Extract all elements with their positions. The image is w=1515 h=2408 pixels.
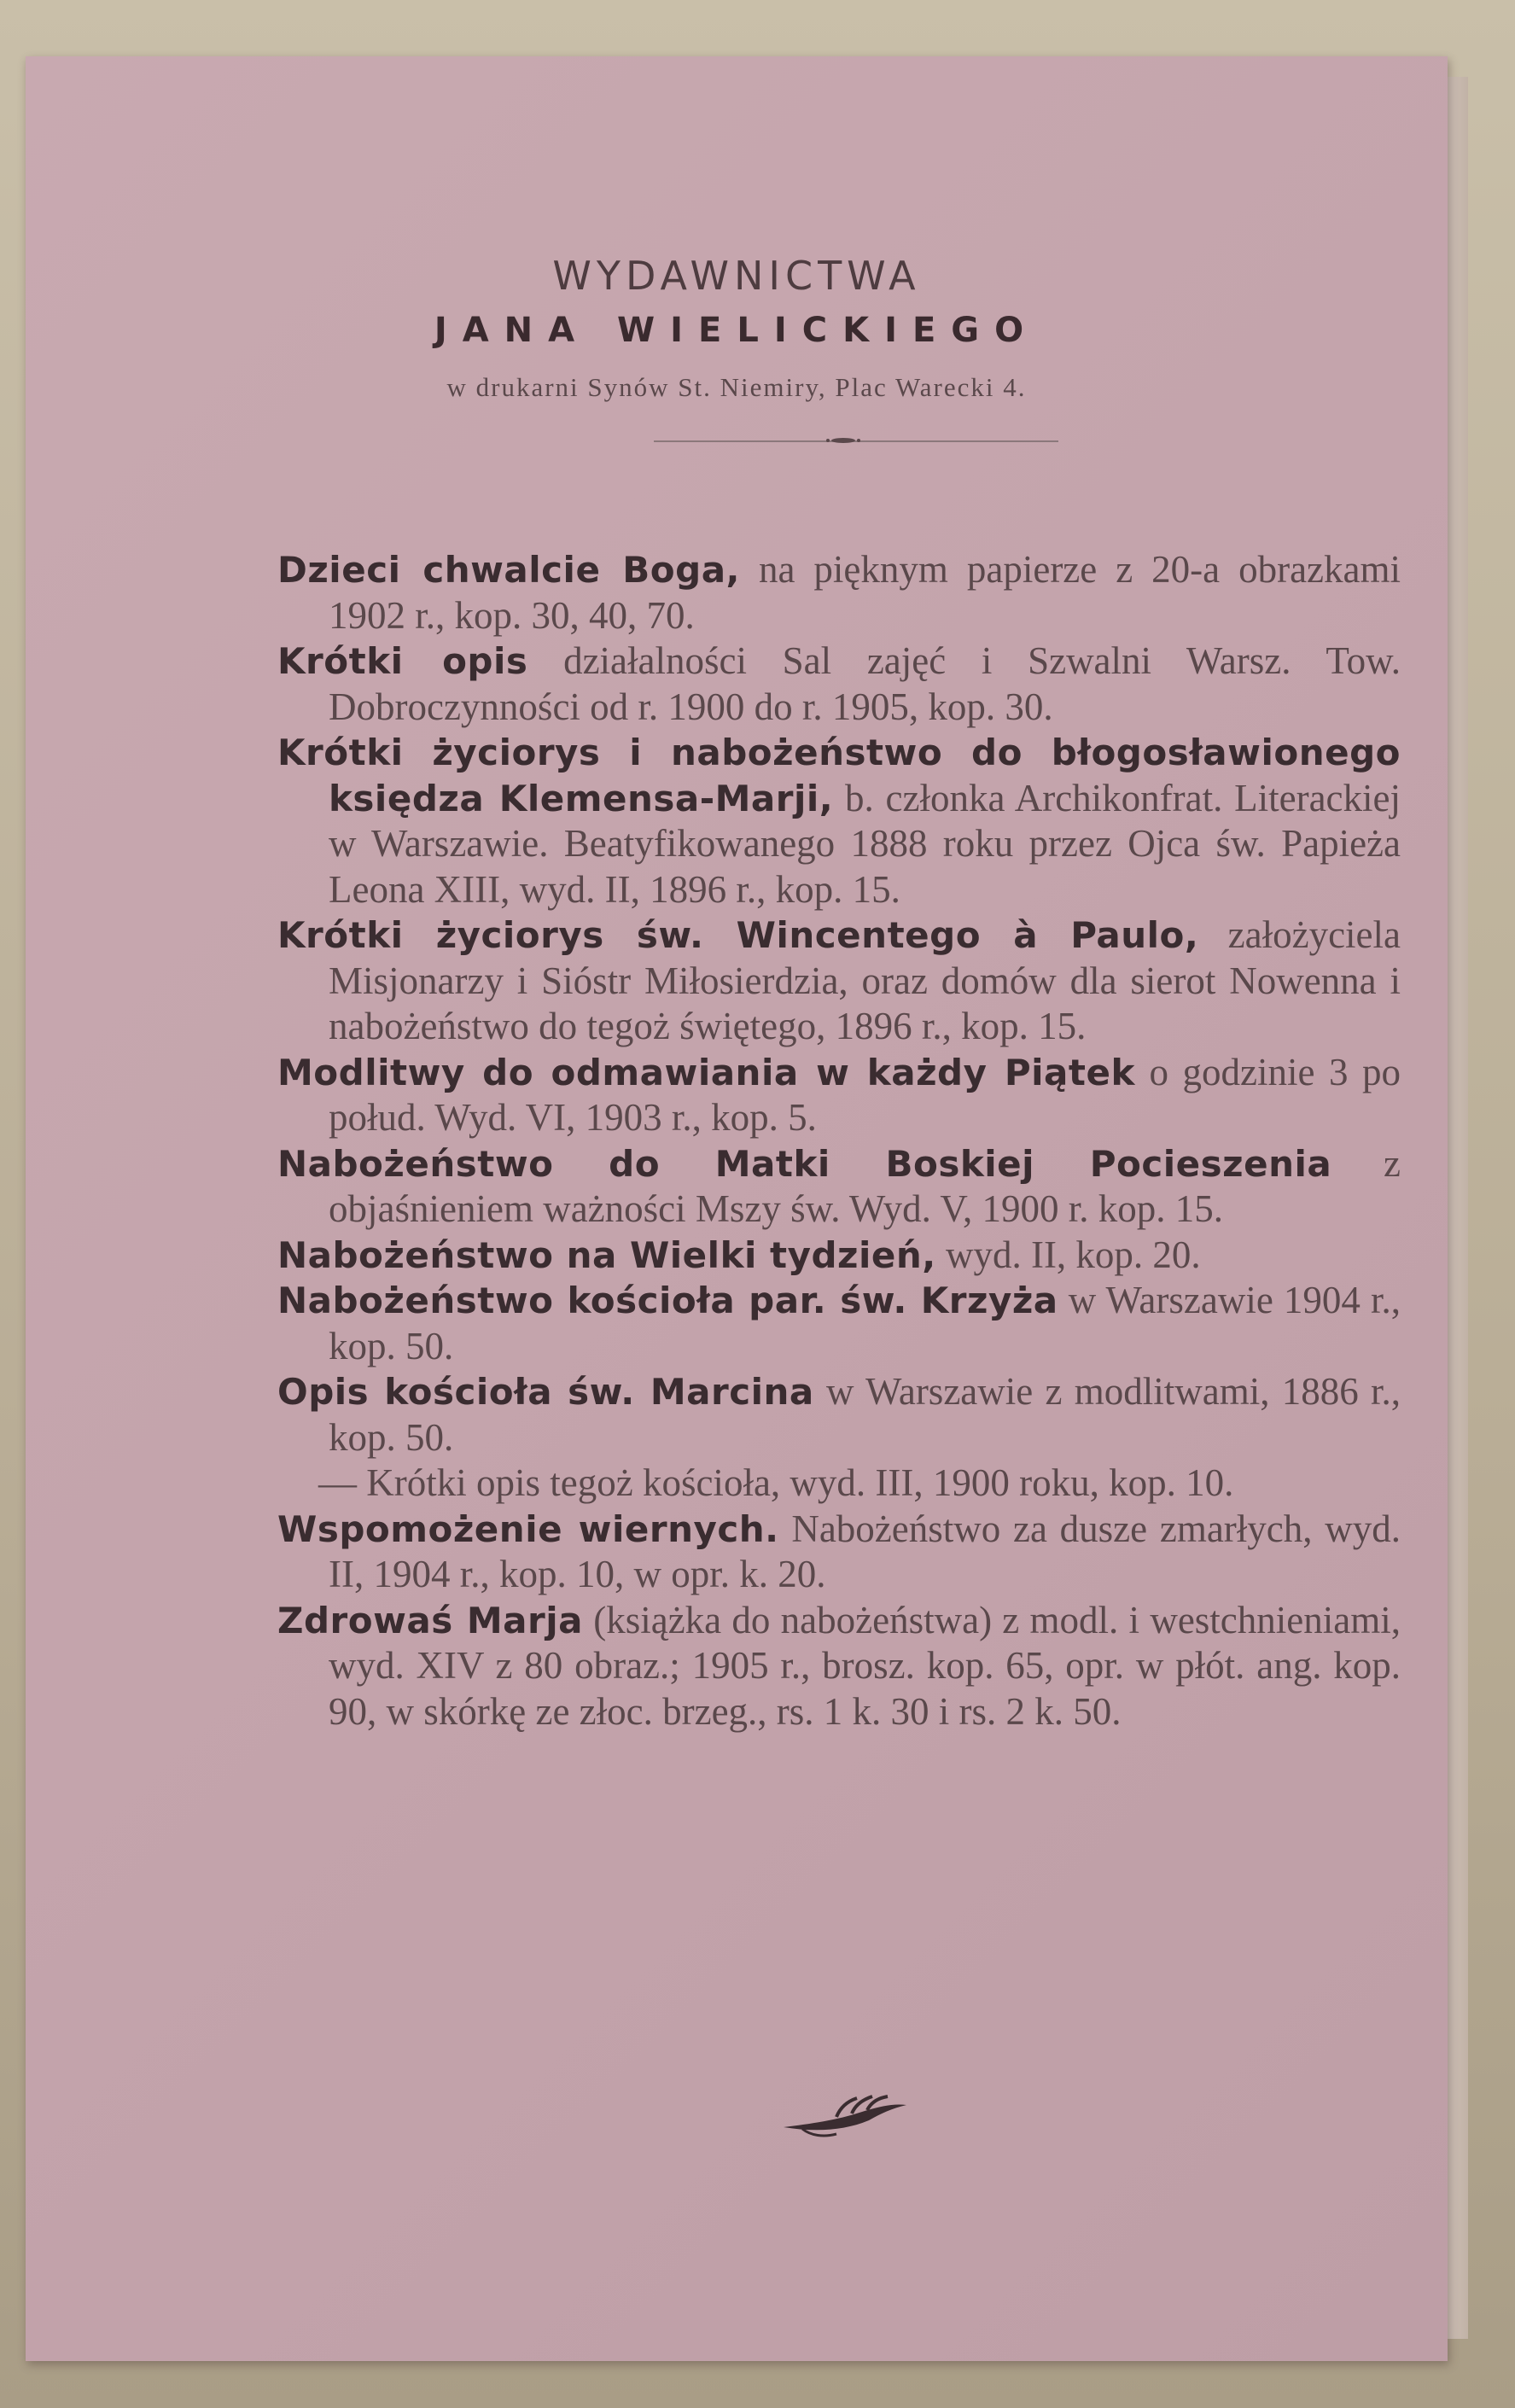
list-item <box>277 730 1401 912</box>
list-item <box>277 1598 1401 1735</box>
entry-details: — Krótki opis tegoż kościoła, wyd. III, 1900 roku, kop. 10. <box>318 1461 1234 1504</box>
entry-details: w Warszawie 1904 r., kop. 50. <box>329 1279 1401 1367</box>
series-title: WYDAWNICTWA <box>552 253 921 299</box>
entry-title: Krótki życiorys i nabożeństwo do błogosławionego księdza Klemensa-Marji, <box>277 732 1401 819</box>
booklet-back-cover <box>26 56 1448 2361</box>
list-item <box>277 1278 1401 1369</box>
printer-address: w drukarni Synów St. Niemiry, Plac Warecki 4. <box>446 372 1027 402</box>
publisher-name: JANA WIELICKIEGO <box>434 311 1040 350</box>
publication-list <box>277 547 1401 1735</box>
list-item <box>277 1141 1401 1233</box>
entry-title: Zdrowaś Marja <box>277 1599 583 1641</box>
entry-title: Nabożeństwo na Wielki tydzień, <box>277 1233 936 1276</box>
cover-page <box>26 56 1448 2361</box>
entry-title: Nabożeństwo kościoła par. św. Krzyża <box>277 1280 1058 1321</box>
list-item <box>277 912 1401 1050</box>
list-item <box>277 638 1401 730</box>
list-item <box>277 1369 1401 1461</box>
divider-ornament-icon <box>818 427 869 452</box>
entry-title: Dzieci chwalcie Boga, <box>277 549 741 591</box>
list-item <box>277 1233 1401 1279</box>
vignette-ornament-icon <box>777 2086 913 2146</box>
entry-details: b. członka Archikonfrat. Literackiej w Warszawie. Beatyfikowanego 1888 roku przez Ojca św. Papieża Leona XIII, wyd. II, 1896 r., kop. 15. <box>329 776 1401 911</box>
entry-details: wyd. II, kop. 20. <box>935 1233 1201 1276</box>
entry-details: działalności Sal zajęć i Szwalni Warsz. Tow. Dobroczynności od r. 1900 do r. 1905, kop. 30. <box>329 639 1401 728</box>
entry-details: (książka do nabożeństwa) z modl. i westchnieniami, wyd. XIV z 80 obraz.; 1905 r., brosz. kop. 65, opr. w płót. ang. kop. 90, w skórkę ze złoc. brzeg., rs. 1 k. 30 i rs. 2 k. 50. <box>329 1598 1401 1733</box>
entry-title: Wspomożenie wiernych. <box>277 1507 779 1550</box>
entry-title: Nabożeństwo do Matki Boskiej Pocieszenia <box>277 1142 1332 1185</box>
entry-title: Krótki opis <box>277 640 528 682</box>
entry-title: Krótki życiorys św. Wincentego à Paulo, <box>277 914 1199 956</box>
entry-title: Modlitwy do odmawiania w każdy Piątek <box>277 1051 1135 1093</box>
entry-details: na pięknym papierze z 20-a obrazkami 1902 r., kop. 30, 40, 70. <box>329 548 1401 637</box>
list-item-sub <box>277 1461 1401 1507</box>
entry-details: Nabożeństwo za dusze zmarłych, wyd. II, 1904 r., kop. 10, w opr. k. 20. <box>329 1507 1401 1595</box>
entry-details: o godzinie 3 po połud. Wyd. VI, 1903 r., kop. 5. <box>329 1050 1401 1139</box>
list-item <box>277 1507 1401 1598</box>
entry-details: z objaśnieniem ważności Mszy św. Wyd. V, 1900 r. kop. 15. <box>329 1141 1401 1230</box>
entry-details: w Warszawie z modlitwami, 1886 r., kop. 50. <box>329 1370 1401 1459</box>
entry-title: Opis kościoła św. Marcina <box>277 1371 814 1413</box>
entry-details: założyciela Misjonarzy i Sióstr Miłosierdzia, oraz domów dla sierot Nowenna i nabożeństwo do tegoż świętego, 1896 r., kop. 15. <box>329 913 1401 1047</box>
list-item <box>277 1050 1401 1141</box>
list-item <box>277 547 1401 638</box>
